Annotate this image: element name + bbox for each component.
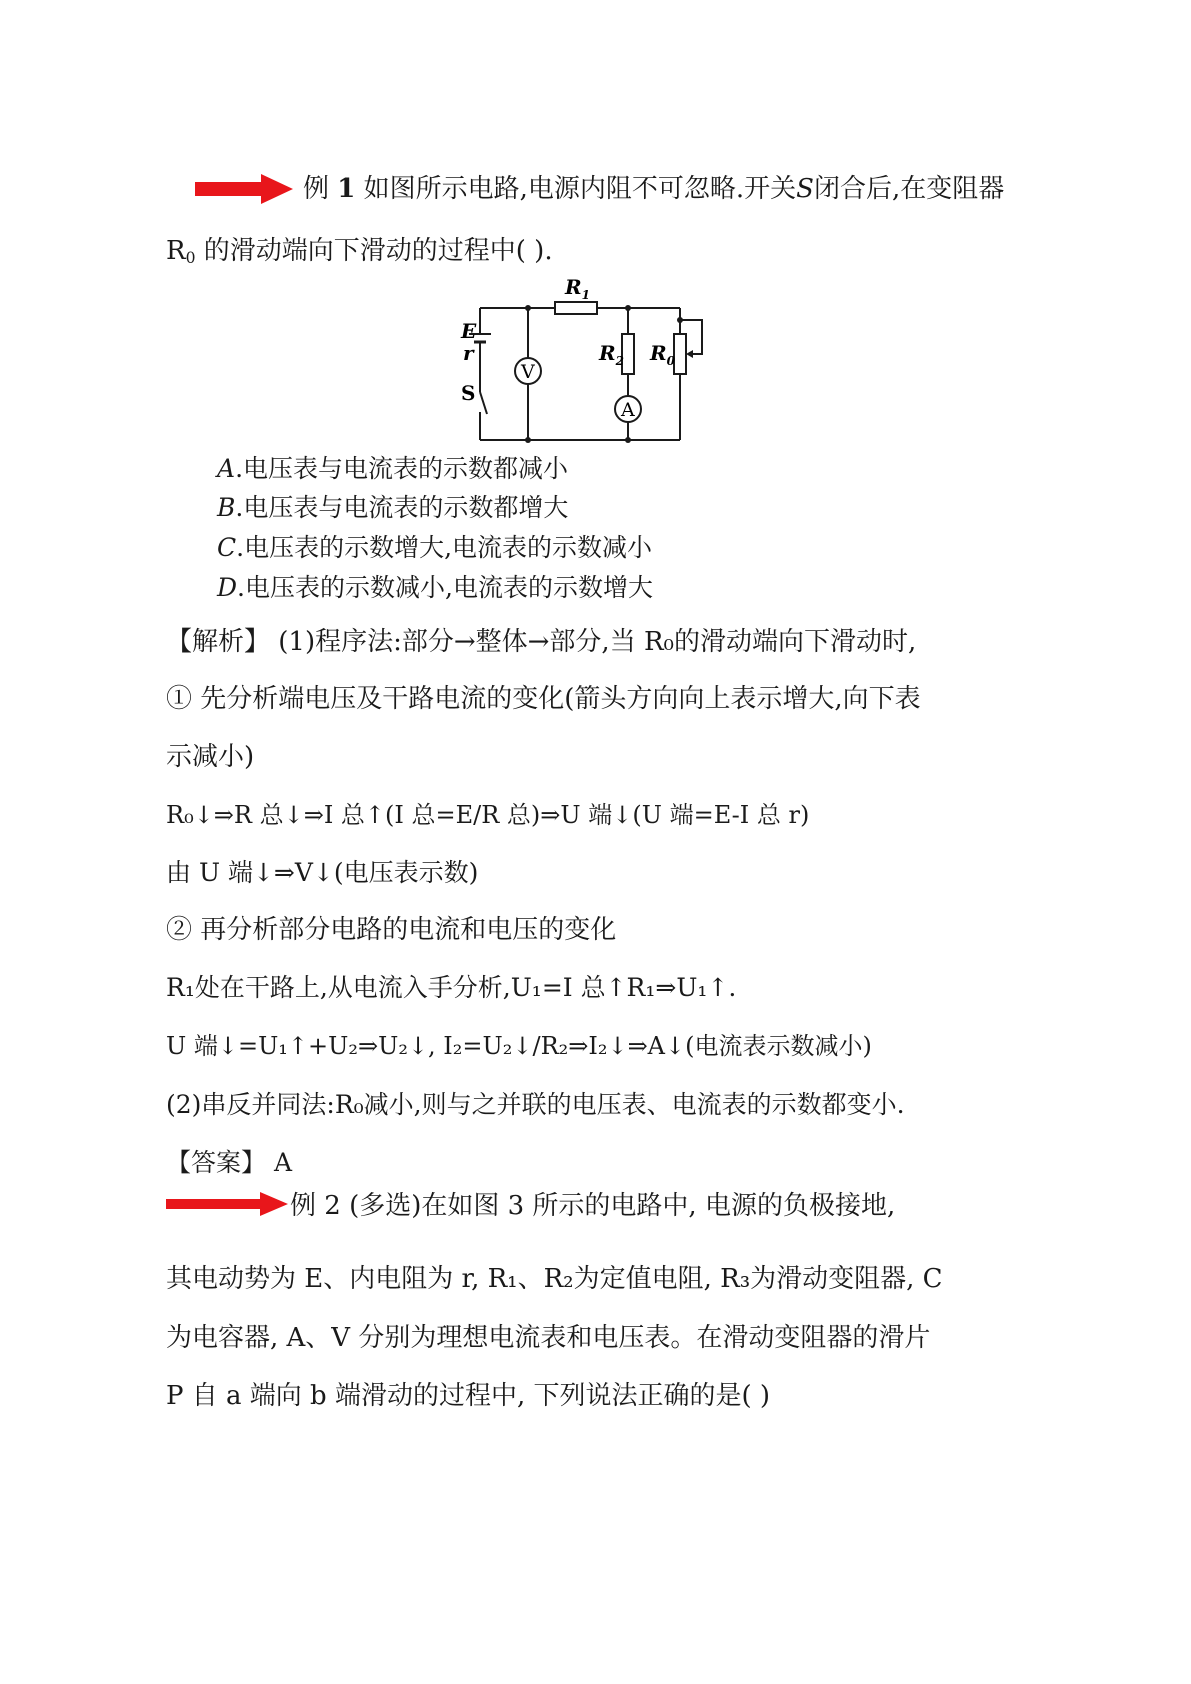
example-1-line-2: $R_0$ 的滑动端向下滑动的过程中( ). <box>166 236 553 267</box>
red-arrow-icon <box>166 1190 290 1218</box>
red-arrow-icon <box>195 172 295 206</box>
circuit-diagram <box>455 272 725 452</box>
analysis-formula-2: U 端↓=U₁↑+U₂⇒U₂↓, I₂=U₂↓/R₂⇒I₂↓⇒A↓(电流表示数减小) <box>166 1032 872 1060</box>
analysis-line-6: ② 再分析部分电路的电流和电压的变化 <box>166 915 617 945</box>
example-1-line-1: 例 1 如图所示电路,电源内阻不可忽略.开关S闭合后,在变阻器 <box>303 174 1005 204</box>
answer-line: 【答案】 A <box>166 1148 293 1177</box>
example-2-line-2: 其电动势为 E、内电阻为 r, R₁、R₂为定值电阻, R₃为滑动变阻器, C <box>166 1264 943 1294</box>
analysis-line-3: 示减小) <box>166 742 255 772</box>
example-2-line-1: 例 2 (多选)在如图 3 所示的电路中, 电源的负极接地, <box>290 1191 896 1221</box>
option-a: A.电压表与电流表的示数都减小 <box>217 454 569 483</box>
svg-text:R2: $R_2$ <box>599 341 624 368</box>
svg-text:R0: $R_0$ <box>650 341 675 368</box>
svg-text:R1: $R_1$ <box>565 275 590 302</box>
analysis-line-1: 【解析】 (1)程序法:部分→整体→部分,当 R₀的滑动端向下滑动时, <box>166 627 917 657</box>
example-2-line-4: P 自 a 端向 b 端滑动的过程中, 下列说法正确的是( ) <box>166 1381 771 1411</box>
option-b: B.电压表与电流表的示数都增大 <box>217 493 569 522</box>
svg-text:S: S <box>461 381 476 405</box>
example-2-line-3: 为电容器, A、V 分别为理想电流表和电压表。在滑动变阻器的滑片 <box>166 1323 931 1353</box>
option-d: D.电压表的示数减小,电流表的示数增大 <box>217 573 653 602</box>
option-c: C.电压表的示数增大,电流表的示数减小 <box>217 533 653 562</box>
svg-text:r: r <box>463 341 474 365</box>
analysis-line-9: (2)串反并同法:R₀减小,则与之并联的电压表、电流表的示数都变小. <box>166 1090 905 1119</box>
analysis-formula-1: R₀↓⇒R 总↓⇒I 总↑(I 总=E/R 总)⇒U 端↓(U 端=E-I 总 r) <box>166 801 810 829</box>
voltmeter-label: V <box>521 361 535 383</box>
svg-text:E: E <box>461 319 477 343</box>
analysis-line-7: R₁处在干路上,从电流入手分析,U₁=I 总↑R₁⇒U₁↑. <box>166 973 737 1002</box>
analysis-line-2: ① 先分析端电压及干路电流的变化(箭头方向向上表示增大,向下表 <box>166 684 921 714</box>
ammeter-label: A <box>621 399 635 421</box>
analysis-line-5: 由 U 端↓⇒V↓(电压表示数) <box>166 858 479 887</box>
